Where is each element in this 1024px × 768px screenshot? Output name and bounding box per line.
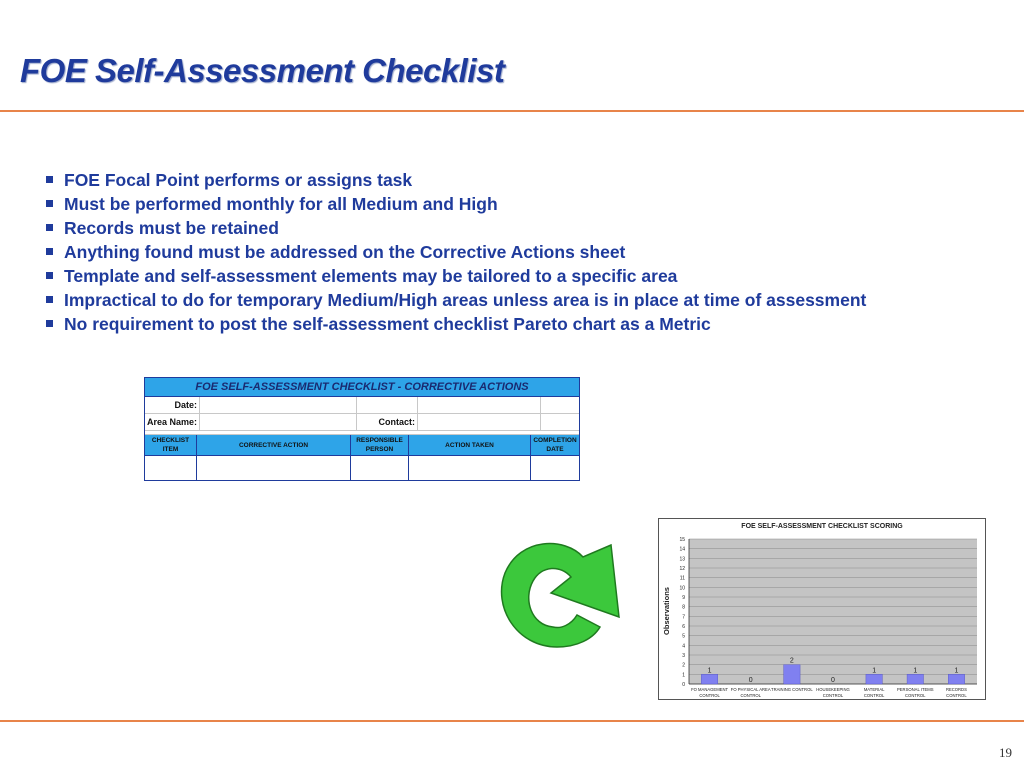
blank-cell bbox=[418, 397, 541, 413]
cycle-arrow-icon bbox=[495, 535, 630, 655]
area-row bbox=[145, 414, 579, 431]
square-bullet-icon bbox=[46, 320, 53, 327]
blank-cell bbox=[357, 397, 418, 413]
y-tick-label: 11 bbox=[679, 575, 685, 582]
bar bbox=[948, 674, 964, 684]
bar bbox=[907, 674, 923, 684]
square-bullet-icon bbox=[46, 296, 53, 303]
x-tick-label: MATERIAL bbox=[863, 687, 885, 692]
data-label: 1 bbox=[913, 667, 918, 675]
table-cell bbox=[351, 456, 409, 480]
scoring-chart-svg bbox=[659, 519, 985, 699]
table-row bbox=[145, 456, 579, 480]
data-label: 1 bbox=[872, 667, 877, 675]
bullet-item: Impractical to do for temporary Medium/High areas unless area is in place at time of assessment bbox=[44, 288, 866, 312]
y-tick-label: 10 bbox=[679, 585, 685, 592]
square-bullet-icon bbox=[46, 224, 53, 231]
y-tick-label: 2 bbox=[682, 662, 685, 669]
table-cell bbox=[145, 456, 197, 480]
y-tick-label: 15 bbox=[679, 537, 685, 543]
date-row bbox=[145, 397, 579, 414]
area-name-label: Area Name: bbox=[145, 414, 200, 430]
x-tick-label: PERSONAL ITEMS bbox=[896, 687, 934, 692]
data-label: 2 bbox=[789, 657, 794, 665]
y-tick-label: 3 bbox=[682, 653, 685, 659]
x-tick-label: CONTROL bbox=[946, 693, 967, 698]
bullet-item: Records must be retained bbox=[44, 216, 866, 240]
bullet-item: FOE Focal Point performs or assigns task bbox=[44, 168, 866, 192]
square-bullet-icon bbox=[46, 248, 53, 255]
x-tick-label: HOUSEKEEPING bbox=[816, 687, 850, 692]
column-header-completion-date: COMPLETION DATE bbox=[533, 437, 577, 453]
bullet-item: No requirement to post the self-assessment checklist Pareto chart as a Metric bbox=[44, 312, 866, 336]
x-tick-label: CONTROL bbox=[740, 693, 761, 698]
y-tick-label: 6 bbox=[682, 624, 685, 630]
corrective-actions-title: FOE SELF-ASSESSMENT CHECKLIST - CORRECTIVE ACTIONS bbox=[145, 378, 579, 397]
data-label: 0 bbox=[831, 677, 835, 684]
data-label: 0 bbox=[748, 677, 753, 684]
column-header-row bbox=[145, 435, 579, 456]
date-cell bbox=[200, 397, 357, 413]
data-label: 1 bbox=[954, 667, 959, 675]
bullet-list bbox=[44, 168, 866, 336]
bullet-item: Template and self-assessment elements may be tailored to a specific area bbox=[44, 264, 866, 288]
y-tick-label: 5 bbox=[682, 633, 685, 640]
table-cell bbox=[409, 456, 531, 480]
corrective-actions-table bbox=[144, 377, 580, 481]
x-tick-label: RECORDS bbox=[945, 687, 967, 692]
page-number: 19 bbox=[999, 745, 1012, 760]
x-tick-label: FO PHYSICAL AREA bbox=[730, 687, 771, 692]
y-tick-label: 1 bbox=[682, 672, 685, 679]
blank-cell bbox=[541, 397, 579, 413]
table-cell bbox=[197, 456, 351, 480]
area-name-cell bbox=[200, 414, 357, 430]
data-label: 1 bbox=[707, 667, 712, 675]
y-tick-label: 9 bbox=[682, 595, 685, 601]
x-tick-label: TRAINING CONTROL bbox=[771, 687, 813, 692]
square-bullet-icon bbox=[46, 176, 53, 183]
column-header-checklist-item: CHECKLIST ITEM bbox=[145, 435, 197, 455]
bullet-item: Anything found must be addressed on the Corrective Actions sheet bbox=[44, 240, 866, 264]
bar bbox=[784, 665, 800, 684]
footer-divider bbox=[0, 720, 1024, 722]
scoring-chart bbox=[658, 518, 986, 700]
y-tick-label: 13 bbox=[679, 556, 685, 563]
plot-area bbox=[689, 539, 977, 684]
x-tick-label: CONTROL bbox=[822, 693, 844, 698]
bar bbox=[866, 674, 882, 684]
table-cell bbox=[531, 456, 579, 480]
column-header-corrective-action: CORRECTIVE ACTION bbox=[197, 435, 351, 455]
x-tick-label: CONTROL bbox=[863, 693, 885, 698]
y-tick-label: 0 bbox=[682, 682, 685, 688]
y-tick-label: 14 bbox=[679, 546, 685, 553]
bullet-item: Must be performed monthly for all Medium and High bbox=[44, 192, 866, 216]
date-label: Date: bbox=[145, 397, 200, 413]
bar bbox=[701, 674, 717, 684]
x-tick-label: CONTROL bbox=[699, 693, 720, 698]
title-divider bbox=[0, 110, 1024, 112]
y-tick-label: 12 bbox=[679, 566, 685, 572]
slide-title: FOE Self-Assessment Checklist bbox=[20, 52, 505, 89]
y-tick-label: 7 bbox=[682, 614, 685, 621]
cycle-arrow-shape bbox=[502, 544, 619, 647]
x-tick-label: FO MANAGEMENT bbox=[691, 687, 729, 692]
x-tick-label: CONTROL bbox=[905, 693, 926, 698]
square-bullet-icon bbox=[46, 272, 53, 279]
square-bullet-icon bbox=[46, 200, 53, 207]
blank-cell bbox=[541, 414, 579, 430]
column-header-action-taken: ACTION TAKEN bbox=[409, 435, 531, 455]
contact-cell bbox=[418, 414, 541, 430]
column-header-responsible-person: RESPONSIBLE PERSON bbox=[351, 435, 409, 455]
contact-label: Contact: bbox=[357, 414, 418, 430]
y-axis-label: Observations bbox=[662, 587, 671, 635]
chart-title: FOE SELF-ASSESSMENT CHECKLIST SCORING bbox=[741, 523, 903, 530]
y-tick-label: 4 bbox=[682, 643, 685, 650]
y-tick-label: 8 bbox=[682, 604, 685, 611]
